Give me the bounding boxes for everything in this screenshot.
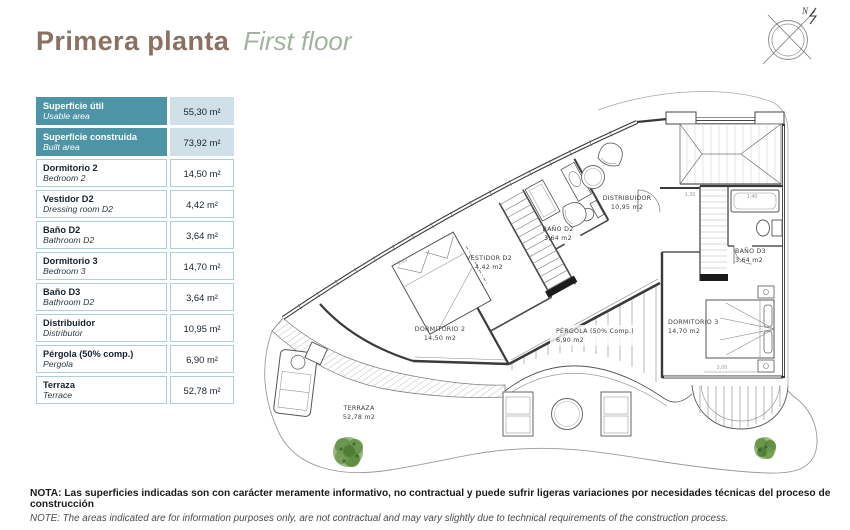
tree-icon [754,437,776,459]
row-label: Distribuidor Distributor [36,314,167,342]
row-label: Baño D2 Bathroom D2 [36,221,167,249]
row-label: Vestidor D2 Dressing room D2 [36,190,167,218]
room-label-dormitorio2: DORMITORIO 2 14,50 m2 [414,326,466,342]
pouf-icon [582,166,605,189]
room-label-vestidor: VESTIDOR D2 4,42 m2 [466,255,512,271]
row-label: Baño D3 Bathroom D2 [36,283,167,311]
room-label-bano2: BAÑO D2 3,64 m2 [542,226,574,242]
legal-note [30,488,836,524]
armchair-icon [596,140,625,169]
row-value: 3,64 m² [170,221,234,249]
row-value: 73,92 m² [170,128,234,156]
row-value: 52,78 m² [170,376,234,404]
title-english: First floor [243,26,352,56]
row-value: 10,95 m² [170,314,234,342]
room-label-terraza: TERRAZA 52,78 m2 [342,405,376,421]
row-value: 4,42 m² [170,190,234,218]
tree-icon [333,437,363,467]
row-label: Superficie útil Usable area [36,97,167,125]
round-table-icon [552,399,583,430]
row-label: Terraza Terrace [36,376,167,404]
dimension-text: 1,40 [746,195,758,200]
room-label-pergola: PÉRGOLA (50% Comp.) 6,90 m2 [556,328,634,344]
row-label: Pérgola (50% comp.) Pergola [36,345,167,373]
nightstand-icon [758,360,774,372]
dimension-text: 1,30 [684,193,696,198]
room-label-dormitorio3: DORMITORIO 3 14,70 m2 [668,319,719,335]
row-value: 3,64 m² [170,283,234,311]
top-wall [637,112,784,124]
row-label: Superficie construida Built area [36,128,167,156]
note-spanish: NOTA: Las superficies indicadas son con carácter meramente informativo, no contractual y puede sufrir ligeras variaciones por necesidades técnicas del proceso de construcción [30,488,831,510]
row-value: 55,30 m² [170,97,234,125]
title-spanish: Primera planta [36,26,230,56]
balcony-band [692,385,788,429]
compass-north-label: N [802,6,809,16]
row-label: Dormitorio 2 Bedroom 2 [36,159,167,187]
dormitorio3-room [662,252,783,378]
dimension-text: 5,00 [396,257,409,268]
note-english: NOTE: The areas indicated are for information purposes only, are not contractual and may vary slightly due to technical requirements of the construction process. [30,513,729,524]
toilet-icon [757,220,770,236]
row-value: 6,90 m² [170,345,234,373]
dimension-text: 3,00 [716,366,728,371]
armchair-icon [560,199,590,229]
closet-strip [700,186,728,281]
room-label-bano3: BAÑO D3 3,64 m2 [735,248,766,264]
row-value: 14,50 m² [170,159,234,187]
nightstand-icon [758,286,774,298]
south-glazed-wall [509,279,660,364]
room-label-distribuidor: DISTRIBUIDOR 10,95 m2 [602,195,652,211]
bed-d2-icon [392,232,491,334]
bed-d3-icon [706,300,774,358]
compass-icon [763,6,816,64]
row-value: 14,70 m² [170,252,234,280]
roof-structure [680,124,781,184]
row-label: Dormitorio 3 Bedroom 3 [36,252,167,280]
